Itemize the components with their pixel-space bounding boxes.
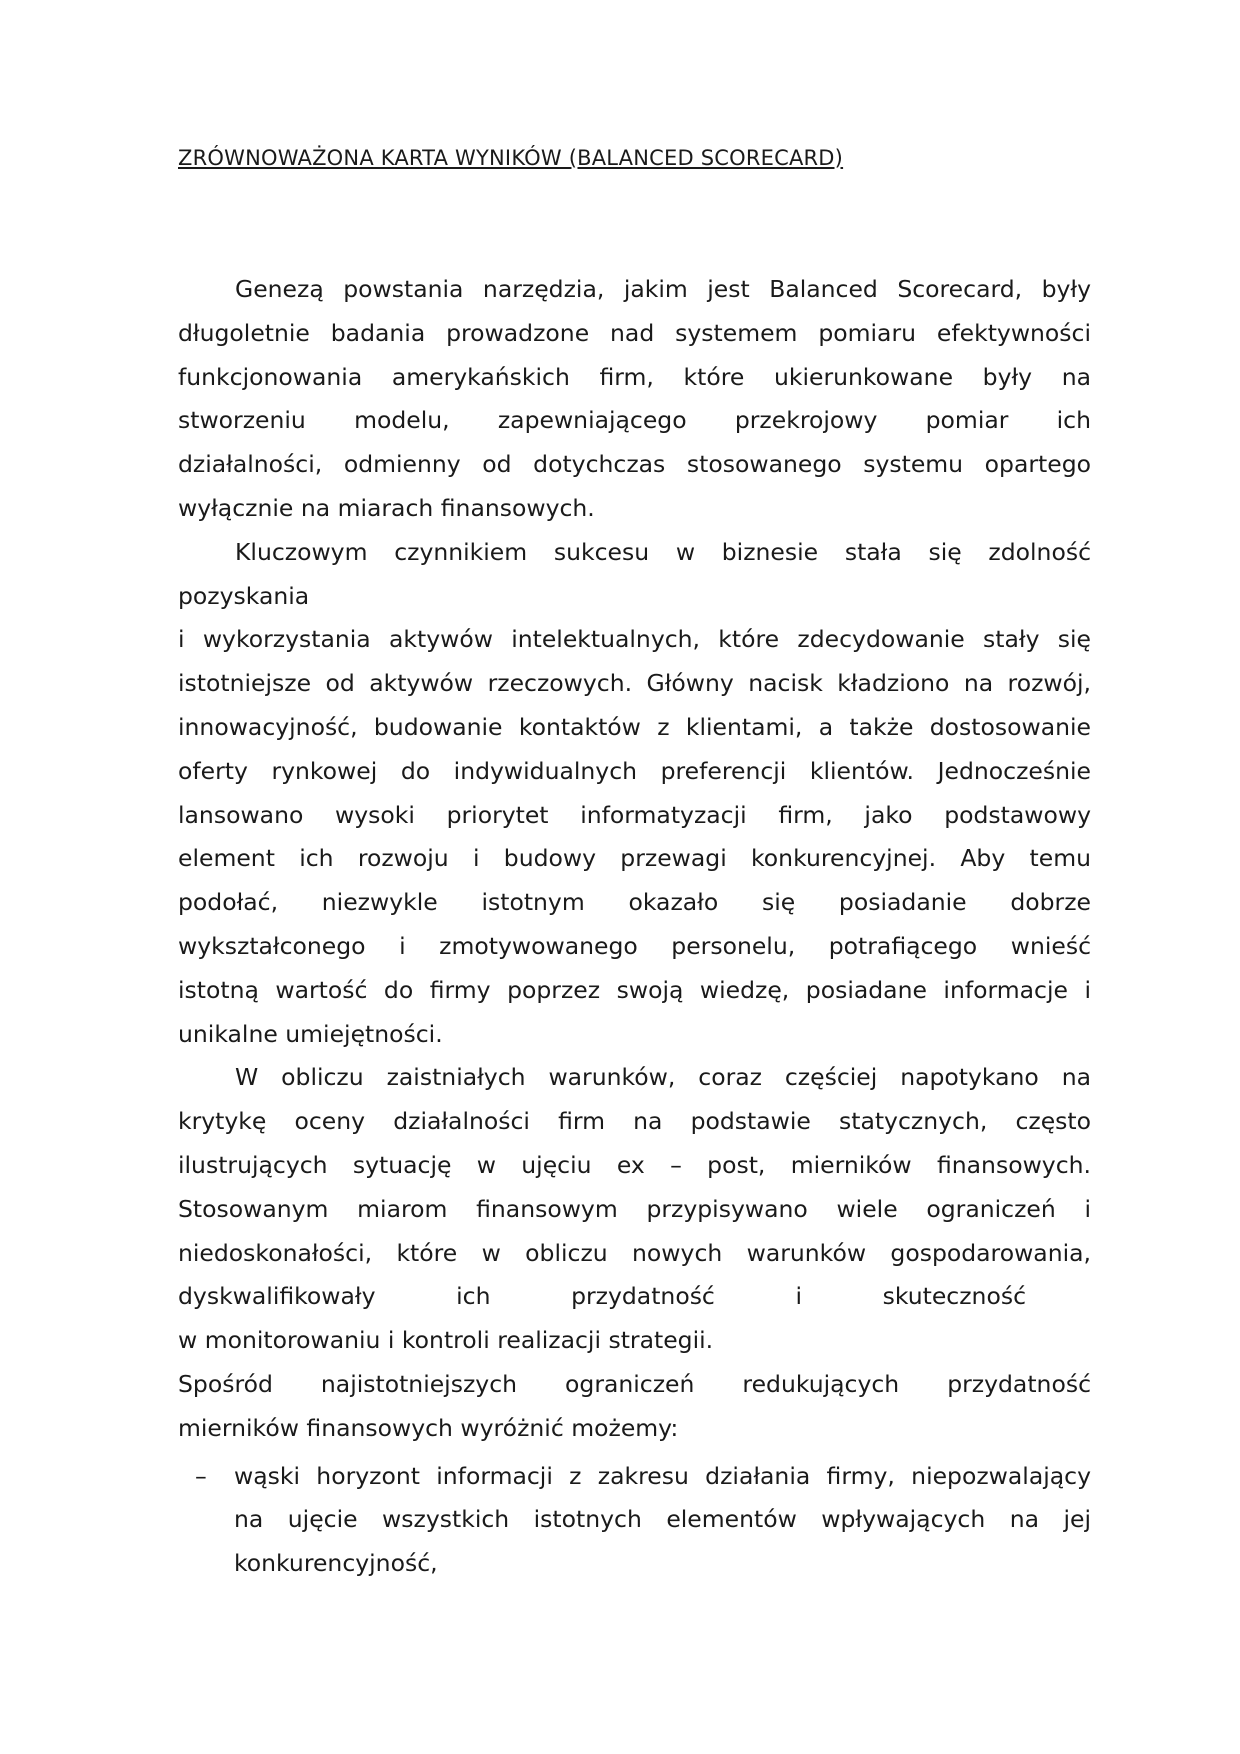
paragraph-1-line: Genezą powstania narzędzia, jakim jest Balanced Scorecard, były bbox=[235, 275, 1091, 303]
paragraph-3-line: krytykę oceny działalności firm na podstawie statycznych, często bbox=[178, 1107, 1091, 1136]
paragraph-1-line: stworzeniu modelu, zapewniającego przekrojowy pomiar ich bbox=[178, 406, 1091, 435]
paragraph-3-line: W obliczu zaistniałych warunków, coraz częściej napotykano na bbox=[235, 1063, 1091, 1092]
paragraph-3-line: niedoskonałości, które w obliczu nowych warunków gospodarowania, bbox=[178, 1238, 1091, 1267]
paragraph-2-line: pozyskania bbox=[178, 581, 310, 610]
paragraph-3-line: ilustrujących sytuację w ujęciu ex – post, mierników finansowych. bbox=[178, 1150, 1091, 1179]
list-item-line: konkurencyjność, bbox=[234, 1549, 438, 1578]
paragraph-2-line: unikalne umiejętności. bbox=[178, 1019, 443, 1048]
paragraph-2-line: i wykorzystania aktywów intelektualnych, które zdecydowanie stały się bbox=[178, 625, 1091, 654]
paragraph-1-line: funkcjonowania amerykańskich firm, które ukierunkowane były na bbox=[178, 362, 1091, 391]
paragraph-1-line: wyłącznie na miarach finansowych. bbox=[178, 493, 595, 522]
paragraph-2-line: lansowano wysoki priorytet informatyzacji firm, jako podstawowy bbox=[178, 800, 1091, 829]
paragraph-2-line: Kluczowym czynnikiem sukcesu w biznesie stała się zdolność bbox=[235, 537, 1091, 566]
paragraph-3-line: Stosowanym miarom finansowym przypisywano wiele ograniczeń i bbox=[178, 1194, 1091, 1223]
list-bullet: – bbox=[195, 1461, 207, 1490]
paragraph-2-line: element ich rozwoju i budowy przewagi konkurencyjnej. Aby temu bbox=[178, 844, 1091, 873]
list-item bbox=[178, 1455, 1091, 1586]
list-item-text: wąski horyzont informacji z zakresu działania firmy, niepozwalający bbox=[234, 1461, 1091, 1490]
paragraph-4-line: Spośród najistotniejszych ograniczeń redukujących przydatność bbox=[178, 1369, 1091, 1398]
paragraph-1-line: długoletnie badania prowadzone nad systemem pomiaru efektywności bbox=[178, 318, 1091, 347]
paragraph-4-line: mierników finansowych wyróżnić możemy: bbox=[178, 1413, 679, 1442]
paragraph-2-line: istotną wartość do firmy poprzez swoją wiedzę, posiadane informacje i bbox=[178, 975, 1091, 1004]
paragraph-3-line: dyskwalifikowały ich przydatność i skuteczność bbox=[178, 1282, 1026, 1311]
paragraph-1-line: działalności, odmienny od dotychczas stosowanego systemu opartego bbox=[178, 450, 1091, 479]
paragraph-2-line: wykształconego i zmotywowanego personelu, potrafiącego wnieść bbox=[178, 931, 1091, 960]
list-item-line bbox=[178, 1455, 1091, 1499]
paragraph-2-line: innowacyjność, budowanie kontaktów z klientami, a także dostosowanie bbox=[178, 712, 1091, 741]
paragraph-3-line: w monitorowaniu i kontroli realizacji strategii. bbox=[178, 1326, 714, 1355]
list-item-line: na ujęcie wszystkich istotnych elementów wpływających na jej bbox=[234, 1505, 1091, 1534]
paragraph-2-line: istotniejsze od aktywów rzeczowych. Główny nacisk kładziono na rozwój, bbox=[178, 669, 1091, 698]
document-title: ZRÓWNOWAŻONA KARTA WYNIKÓW (BALANCED SCORECARD) bbox=[178, 146, 844, 170]
paragraph-2-line: podołać, niezwykle istotnym okazało się posiadanie dobrze bbox=[178, 888, 1091, 917]
document-body bbox=[178, 268, 1091, 1586]
paragraph-2-line: oferty rynkowej do indywidualnych preferencji klientów. Jednocześnie bbox=[178, 756, 1091, 785]
